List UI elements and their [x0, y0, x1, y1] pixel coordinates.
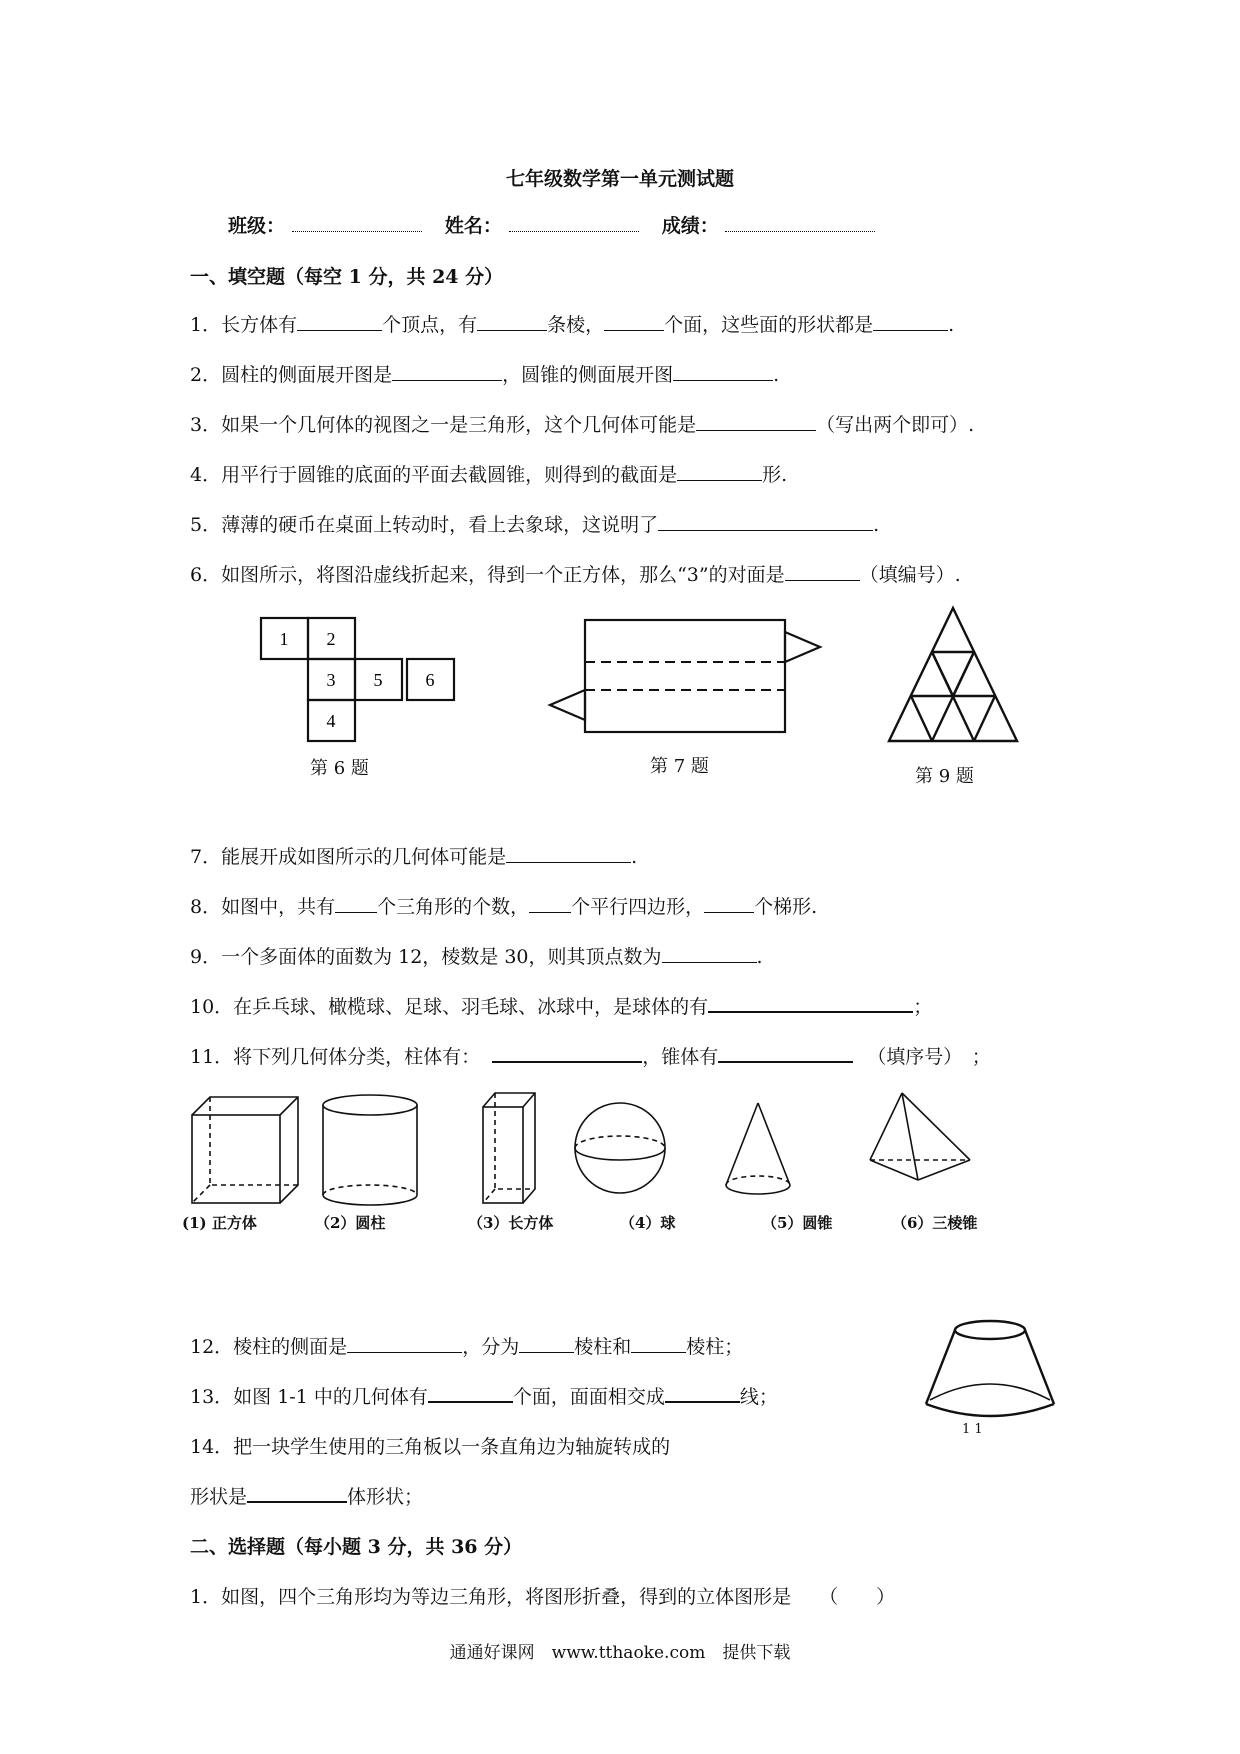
question-14 — [190, 1432, 670, 1459]
q3-blank-1[interactable] — [696, 412, 816, 431]
q8-blank-2[interactable] — [529, 894, 571, 913]
q1-blank-2[interactable] — [477, 312, 547, 331]
name-label: 姓名： — [444, 215, 502, 237]
q2-blank-2[interactable] — [673, 362, 773, 381]
q13-blank-1[interactable] — [428, 1383, 513, 1403]
triangle-grid-figure — [885, 604, 1025, 749]
page-title: 七年级数学第一单元测试题 — [505, 168, 734, 190]
q1-text-e: . — [948, 314, 955, 336]
fig9-caption: 第 9 题 — [915, 766, 974, 787]
solid-label-cylinder: （2）圆柱 — [315, 1214, 386, 1232]
q12-text-b: ，分为 — [462, 1336, 520, 1358]
q3-text-b: （写出两个即可）. — [816, 414, 975, 436]
cube-net-figure — [255, 612, 465, 762]
q2-text-a: 2．圆柱的侧面展开图是 — [190, 364, 393, 386]
q14-blank-1[interactable] — [247, 1483, 347, 1503]
question-6 — [190, 560, 961, 587]
q11-text-c: （填序号） ； — [867, 1046, 991, 1068]
info-line — [228, 211, 875, 238]
question-9 — [190, 942, 763, 969]
q7-blank-1[interactable] — [506, 844, 631, 863]
net-number-4: 4 — [326, 711, 336, 731]
cube-drawing — [192, 1097, 298, 1203]
q6-text-a: 6．如图所示，将图沿虚线折起来，得到一个正方体，那么“3”的对面是 — [190, 564, 785, 586]
question-2 — [190, 360, 779, 387]
question-3 — [190, 410, 974, 437]
score-label: 成绩： — [661, 215, 719, 237]
solid-label-cone: （5）圆锥 — [762, 1214, 833, 1232]
question-1 — [190, 310, 954, 337]
solid-label-pyramid: （6）三棱锥 — [892, 1214, 978, 1232]
q1-blank-1[interactable] — [297, 312, 382, 331]
q2-text-b: ，圆锥的侧面展开图 — [502, 364, 674, 386]
question-12 — [190, 1332, 743, 1359]
q12-text-d: 棱柱； — [686, 1336, 744, 1358]
q1-text-d: 个面，这些面的形状都是 — [664, 314, 874, 336]
q2-text-c: . — [773, 364, 780, 386]
sphere-drawing — [575, 1103, 665, 1193]
q1-text-c: 条棱， — [547, 314, 605, 336]
fig11-label: 1 1 — [962, 1422, 983, 1437]
net-number-3: 3 — [326, 670, 336, 690]
q8-text-d: 个梯形. — [754, 896, 818, 918]
q8-blank-3[interactable] — [704, 894, 754, 913]
question-14-cont — [190, 1482, 423, 1509]
name-blank[interactable] — [509, 213, 639, 232]
q12-text-a: 12．棱柱的侧面是 — [190, 1336, 348, 1358]
q11-blank-1[interactable] — [492, 1043, 642, 1063]
q4-text-b: 形. — [762, 464, 788, 486]
frustum-figure — [920, 1310, 1060, 1430]
cylinder-drawing — [323, 1095, 417, 1205]
net-number-1: 1 — [279, 629, 289, 649]
solid-label-cuboid: （3）长方体 — [468, 1214, 554, 1232]
net-number-2: 2 — [326, 629, 336, 649]
q10-text-a: 10．在乒乓球、橄榄球、足球、羽毛球、冰球中，是球体的有 — [190, 996, 709, 1018]
q11-text-a: 11．将下列几何体分类，柱体有： — [190, 1046, 481, 1068]
q12-blank-1[interactable] — [347, 1334, 462, 1353]
q9-text-b: . — [756, 946, 763, 968]
q1-blank-3[interactable] — [604, 312, 664, 331]
q6-blank-1[interactable] — [785, 562, 860, 581]
solid-label-sphere: （4）球 — [620, 1214, 676, 1232]
q5-text-a: 5．薄薄的硬币在桌面上转动时，看上去象球，这说明了 — [190, 514, 659, 536]
q6-text-b: （填编号）. — [859, 564, 961, 586]
fig6-caption: 第 6 题 — [310, 758, 369, 779]
c1-text-a: 1．如图，四个三角形均为等边三角形，将图形折叠，得到的立体图形是 — [190, 1586, 792, 1608]
question-13 — [190, 1382, 778, 1409]
q11-text-b: ，锥体有 — [642, 1046, 719, 1068]
q7-text-b: . — [631, 846, 638, 868]
q13-text-c: 线； — [739, 1386, 778, 1408]
q13-blank-2[interactable] — [665, 1383, 740, 1403]
q12-blank-2[interactable] — [519, 1334, 574, 1353]
q2-blank-1[interactable] — [392, 362, 502, 381]
question-8 — [190, 892, 817, 919]
c1-answer-bracket[interactable]: （ ） — [819, 1586, 896, 1608]
q1-text-b: 个顶点，有 — [382, 314, 478, 336]
q13-text-a: 13．如图 1-1 中的几何体有 — [190, 1386, 428, 1408]
q10-text-b: ； — [913, 996, 933, 1018]
solid-label-cube: (1) 正方体 — [182, 1214, 257, 1232]
fig7-caption: 第 7 题 — [650, 756, 709, 777]
q8-text-a: 8．如图中，共有 — [190, 896, 336, 918]
cuboid-drawing — [483, 1093, 535, 1203]
q8-text-c: 个平行四边形， — [571, 896, 705, 918]
q9-blank-1[interactable] — [662, 944, 757, 963]
q9-text-a: 9．一个多面体的面数为 12，棱数是 30，则其顶点数为 — [190, 946, 662, 968]
page-footer: 通通好课网 www.tthaoke.com 提供下载 — [449, 1643, 791, 1663]
q5-blank-1[interactable] — [658, 512, 873, 531]
q11-blank-2[interactable] — [718, 1043, 853, 1063]
net-number-6: 6 — [425, 670, 435, 690]
q13-text-b: 个面，面面相交成 — [512, 1386, 665, 1408]
q3-text-a: 3．如果一个几何体的视图之一是三角形，这个几何体可能是 — [190, 414, 697, 436]
q8-text-b: 个三角形的个数， — [377, 896, 530, 918]
q10-blank-1[interactable] — [708, 993, 913, 1013]
q4-blank-1[interactable] — [677, 462, 762, 481]
cone-drawing — [726, 1103, 790, 1194]
choice-question-1 — [190, 1582, 895, 1609]
q1-text-a: 1．长方体有 — [190, 314, 298, 336]
net-number-5: 5 — [373, 670, 383, 690]
q12-blank-3[interactable] — [631, 1334, 686, 1353]
class-label: 班级： — [228, 215, 286, 237]
section2-heading: 二、选择题（每小题 3 分，共 36 分） — [190, 1536, 523, 1558]
question-10 — [190, 992, 932, 1019]
class-blank[interactable] — [292, 213, 422, 232]
question-7 — [190, 842, 637, 869]
q12-text-c: 棱柱和 — [574, 1336, 632, 1358]
pyramid-drawing — [870, 1093, 970, 1180]
q14-text-c: 体形状； — [347, 1486, 424, 1508]
question-4 — [190, 460, 787, 487]
section1-heading: 一、填空题（每空 1 分，共 24 分） — [190, 266, 504, 288]
q14-text-a: 14．把一块学生使用的三角板以一条直角边为轴旋转成的 — [190, 1436, 671, 1458]
score-blank[interactable] — [725, 213, 875, 232]
q14-text-b: 形状是 — [190, 1486, 248, 1508]
question-5 — [190, 510, 879, 537]
q1-blank-4[interactable] — [873, 312, 948, 331]
question-11 — [190, 1042, 991, 1069]
q5-text-b: . — [873, 514, 880, 536]
prism-net-figure — [545, 612, 825, 742]
q4-text-a: 4．用平行于圆锥的底面的平面去截圆锥，则得到的截面是 — [190, 464, 678, 486]
q7-text-a: 7．能展开成如图所示的几何体可能是 — [190, 846, 507, 868]
q8-blank-1[interactable] — [335, 894, 377, 913]
solids-figure — [180, 1085, 1010, 1215]
